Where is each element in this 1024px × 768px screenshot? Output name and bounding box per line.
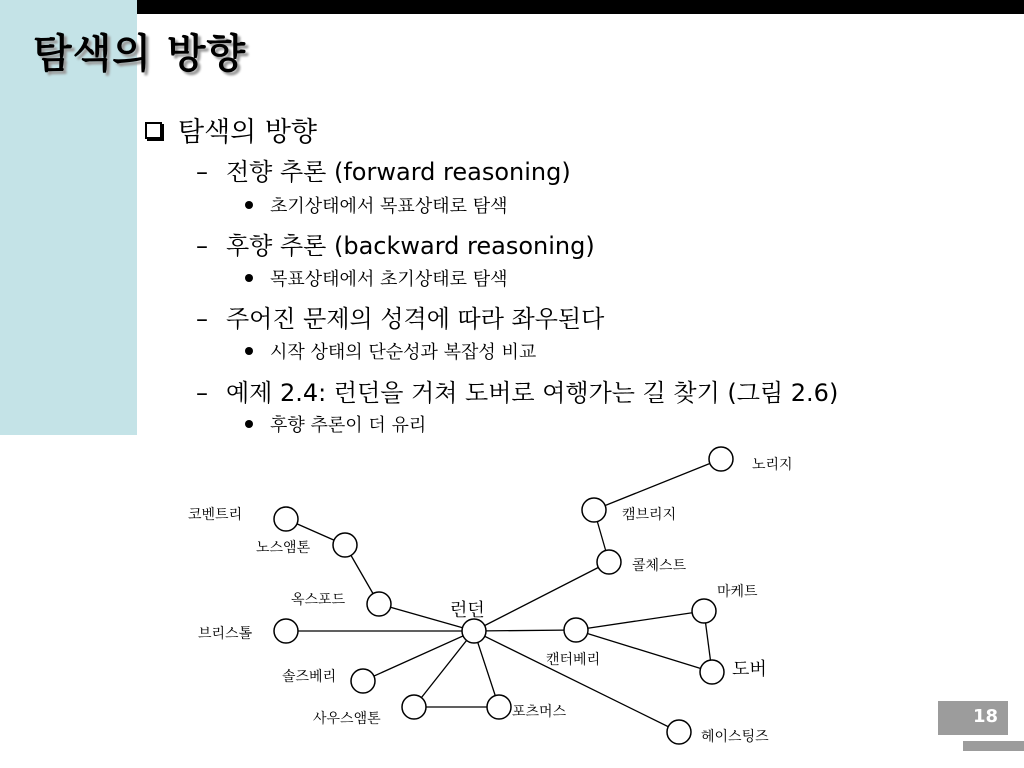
map-node-label-london: 런던 [450,600,485,621]
map-node-canterbury [564,618,588,642]
sub-bullet-text: 시작 상태의 단순성과 복잡성 비교 [270,342,537,363]
map-edge-london-southampton [414,631,474,707]
map-node-coventry [274,507,298,531]
map-node-label-margate: 마케트 [717,584,758,600]
map-node-hastings [667,720,691,744]
bullet-item-text: 주어진 문제의 성격에 따라 좌우된다 [226,305,605,333]
map-node-salisbury [351,669,375,693]
map-node-cambridge [582,498,606,522]
content-heading-text: 탐색의 방향 [178,117,317,148]
page-badge-underline [963,741,1024,751]
map-node-southampton [402,695,426,719]
map-node-northampton [333,533,357,557]
bullet-item-4: – 예제 2.4: 런던을 거쳐 도버로 여행가는 길 찾기 (그림 2.6) [196,379,839,407]
slide-title: 탐색의 방향 [33,31,247,77]
map-node-oxford [367,592,391,616]
page-number: 18 [972,706,998,727]
map-node-label-bristol: 브리스톨 [198,626,253,642]
bullet-item-text: 예제 2.4: 런던을 거쳐 도버로 여행가는 길 찾기 (그림 2.6) [226,379,839,407]
map-node-label-dover: 도버 [732,659,767,680]
map-node-label-portsmouth: 포츠머스 [512,704,567,720]
map-node-bristol [274,619,298,643]
map-node-label-colchester: 콜체스트 [632,558,687,574]
map-node-label-cambridge: 캠브리지 [622,507,677,523]
map-node-label-coventry: 코벤트리 [188,507,243,523]
map-node-colchester [597,550,621,574]
map-node-label-hastings: 헤이스팅즈 [701,729,769,745]
map-node-label-southampton: 사우스앰톤 [313,711,381,727]
sub-bullet-text: 후향 추론이 더 유리 [270,415,427,436]
map-edge-london-salisbury [363,631,474,681]
map-node-portsmouth [487,695,511,719]
bullet-item-text: 후향 추론 (backward reasoning) [226,232,595,260]
map-node-norwich [709,447,733,471]
bullet-item-1: – 전향 추론 (forward reasoning) [196,158,571,186]
map-node-label-northampton: 노스앰톤 [256,540,311,556]
map-nodes [188,447,793,745]
map-node-london [462,619,486,643]
map-node-dover [700,660,724,684]
map-node-margate [692,599,716,623]
sub-bullet-text: 초기상태에서 목표상태로 탐색 [270,196,508,217]
sub-bullet-text: 목표상태에서 초기상태로 탐색 [270,269,508,290]
bullet-item-3: – 주어진 문제의 성격에 따라 좌우된다 [196,305,605,333]
map-edge-canterbury-margate [576,611,704,630]
bullet-item-2: – 후향 추론 (backward reasoning) [196,232,595,260]
map-node-label-salisbury: 솔즈베리 [282,669,337,685]
bullet-item-text: 전향 추론 (forward reasoning) [226,158,571,186]
map-node-label-norwich: 노리지 [752,457,793,473]
map-edge-colchester-london [474,562,609,631]
map-node-label-canterbury: 캔터베리 [546,652,601,668]
map-edges [286,459,721,732]
map-node-label-oxford: 옥스포드 [291,592,346,608]
map-edge-london-canterbury [474,630,576,631]
map-edge-norwich-cambridge [594,459,721,510]
